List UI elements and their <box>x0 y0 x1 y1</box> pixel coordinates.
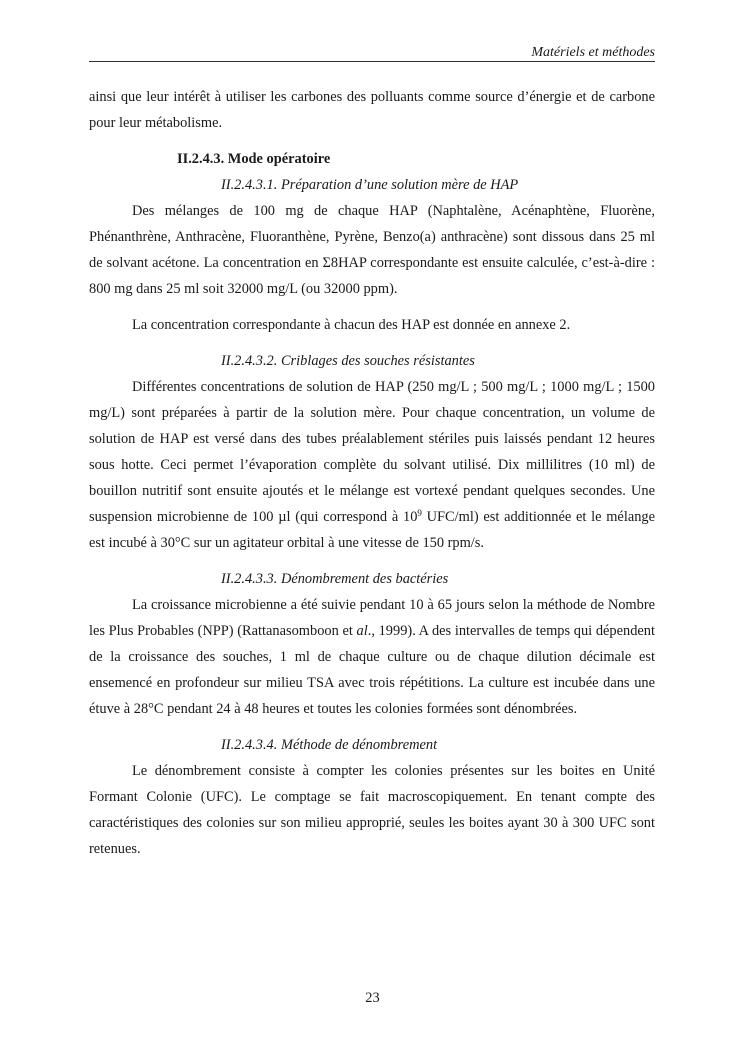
screening-text-b: UFC/ml) est additionnée et le mélange est incubé à 30°C sur un agitateur orbital à une vitesse de 150 rpm/s. <box>89 509 655 551</box>
paragraph-method: Le dénombrement consiste à compter les colonies présentes sur les boites en Unité Formant Colonie (UFC). Le comptage se fait macroscopiquement. En tenant compte des caractéristiques des colonies sur son milieu approprié, seules les boites ayant 30 à 300 UFC sont retenues. <box>89 763 655 857</box>
section-heading: II.2.4.3. Mode opératoire <box>177 151 331 167</box>
enumeration-text-a: La croissance microbienne a été suivie pendant 10 à 65 jours selon la méthode de Nombre les Plus Probables (NPP) (Rattanasomboon et <box>89 597 655 639</box>
paragraph-enumeration <box>89 592 655 722</box>
exponent: 9 <box>417 508 422 518</box>
citation-et-al: al <box>356 623 368 639</box>
paragraph-annex: La concentration correspondante à chacun des HAP est donnée en annexe 2. <box>132 317 571 333</box>
running-header <box>89 44 655 62</box>
subsection-heading-4: II.2.4.3.4. Méthode de dénombrement <box>221 737 438 753</box>
paragraph-preparation: Des mélanges de 100 mg de chaque HAP (Naphtalène, Acénaphtène, Fluorène, Phénanthrène, Anthracène, Fluoranthène, Pyrène, Benzo(a) anthracène) sont dissous dans 25 ml de solvant acétone. La concentration en Σ8HAP correspondante est ensuite calculée, c’est-à-dire : 800 mg dans 25 ml soit 32000 mg/L (ou 32000 ppm). <box>89 203 655 297</box>
subsection-heading-2: II.2.4.3.2. Criblages des souches résistantes <box>221 353 475 369</box>
page-number: 23 <box>365 990 380 1006</box>
screening-text-a: Différentes concentrations de solution de HAP (250 mg/L ; 500 mg/L ; 1000 mg/L ; 1500 mg/L) sont préparées à partir de la solution mère. Pour chaque concentration, un volume de solution de HAP est versé dans des tubes préalablement stériles puis laissés pendant 12 heures sous hotte. Ceci permet l’évaporation complète du solvant utilisé. Dix millilitres (10 ml) de bouillon nutritif sont ensuite ajoutés et le mélange est vortexé pendant quelques secondes. Une suspension microbienne de 100 µl (qui correspond à 10 <box>89 379 655 525</box>
intro-paragraph: ainsi que leur intérêt à utiliser les carbones des polluants comme source d’énergie et de carbone pour leur métabolisme. <box>89 89 655 131</box>
running-title: Matériels et méthodes <box>531 45 655 60</box>
subsection-heading-3: II.2.4.3.3. Dénombrement des bactéries <box>221 571 449 587</box>
enumeration-text-b: ., 1999). A des intervalles de temps qui dépendent de la croissance des souches, 1 ml de chaque culture ou de chaque dilution décimale est ensemencé en profondeur sur milieu TSA avec trois répétitions. La culture est incubée dans une étuve à 28°C pendant 24 à 48 heures et toutes les colonies formées sont dénombrées. <box>89 623 655 717</box>
page-body <box>89 84 655 862</box>
paragraph-screening <box>89 374 655 556</box>
subsection-heading-1: II.2.4.3.1. Préparation d’une solution mère de HAP <box>221 177 519 193</box>
